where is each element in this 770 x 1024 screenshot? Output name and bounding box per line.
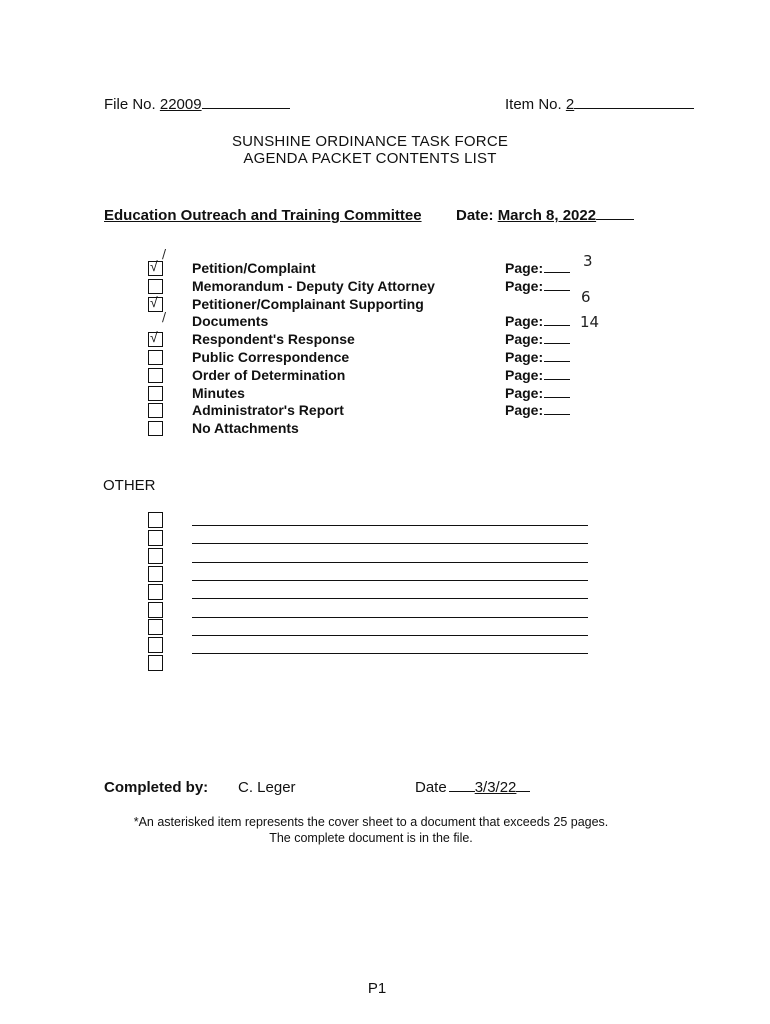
file-number-underline [202,96,290,109]
handwritten-page-number: 6 [581,288,591,306]
other-entry-line-4[interactable] [192,598,588,599]
page-field [505,402,570,418]
other-entry-line-6[interactable] [192,635,588,636]
other-checkbox-0[interactable] [148,512,163,528]
item-number-underline [574,96,694,109]
contents-item-label: Respondent's Response [192,331,355,348]
item-number [505,96,694,113]
file-number [104,96,290,113]
page-label: Page: [505,402,544,419]
checkbox-5[interactable] [148,350,163,365]
contents-item-label: Minutes [192,384,245,401]
contents-item-label: Documents [192,313,269,330]
page-label: Page: [505,260,544,276]
checkbox-7[interactable] [148,386,163,401]
other-checkbox-7[interactable] [148,637,163,653]
contents-item-label: Petitioner/Complainant Supporting [192,295,424,312]
page-label: Page: [505,313,544,330]
checkbox-4[interactable] [148,329,163,347]
contents-item-label: No Attachments [192,420,299,437]
page-label: Page: [505,384,544,401]
page-blank [544,368,570,380]
document-title-line-1: SUNSHINE ORDINANCE TASK FORCE [231,133,509,150]
checkbox-9[interactable] [148,421,163,436]
handwritten-page-number: 14 [580,313,600,331]
completed-by-name: C. Leger [238,779,296,796]
page-blank [544,403,570,415]
other-checkbox-5[interactable] [148,602,163,618]
file-number-label: File No. [104,96,156,113]
page-label: Page: [505,277,544,294]
checkbox-1[interactable] [148,279,163,294]
file-number-value: 22009 [159,96,202,113]
other-heading: OTHER [103,477,156,494]
handwritten-tick: / [162,310,167,324]
page-label: Page: [505,349,544,365]
page-field [505,349,570,365]
page-blank [544,386,570,398]
page-field [505,367,570,383]
contents-item-label: Administrator's Report [192,402,344,419]
checkbox-6[interactable] [148,368,163,383]
contents-item-label: Memorandum - Deputy City Attorney [192,277,435,294]
other-checkbox-3[interactable] [148,566,163,582]
page-field [505,385,570,401]
other-checkbox-2[interactable] [148,548,163,564]
other-checkbox-1[interactable] [148,530,163,546]
page-field [505,331,570,347]
document-title-line-2: AGENDA PACKET CONTENTS LIST [243,150,497,167]
contents-item-label: Petition/Complaint [192,260,316,276]
check-mark-icon: √ [150,293,158,310]
meeting-date-underline [596,207,634,220]
other-checkbox-8[interactable] [148,655,163,671]
meeting-date-label: Date: [456,207,494,224]
other-entry-line-2[interactable] [192,562,588,563]
file-note: The complete document is in the file. [269,831,473,845]
checkbox-8[interactable] [148,403,163,418]
item-number-label: Item No. [505,96,562,113]
completed-by-label: Completed by: [104,779,209,796]
completed-date-value: 3/3/22 [474,779,517,796]
check-mark-icon: √ [150,329,158,346]
contents-item-label: Public Correspondence [192,349,350,365]
other-entry-line-7[interactable] [192,653,588,654]
other-checkbox-4[interactable] [148,584,163,600]
page-blank [544,261,570,273]
completed-date-label: Date [415,779,447,796]
page-blank [544,350,570,362]
page-number: P1 [367,980,387,997]
asterisk-note: *An asterisked item represents the cover sheet to a document that exceeds 25 pages. [133,815,609,829]
page-field [505,313,570,329]
item-number-value: 2 [565,96,575,113]
other-entry-line-5[interactable] [192,617,588,618]
completed-date [415,779,530,796]
meeting-date [456,207,634,224]
page-field [505,278,570,294]
other-entry-line-0[interactable] [192,525,588,526]
checkbox-2[interactable] [148,293,163,312]
checkbox-0[interactable] [148,258,163,276]
other-checkbox-6[interactable] [148,619,163,635]
page-blank [544,314,570,326]
meeting-date-value: March 8, 2022 [497,207,597,224]
page-field [505,260,570,276]
handwritten-tick: / [162,247,167,261]
contents-item-label: Order of Determination [192,366,346,383]
page-blank [544,279,570,291]
page-label: Page: [505,331,544,348]
other-entry-line-1[interactable] [192,543,588,544]
other-entry-line-3[interactable] [192,580,588,581]
handwritten-page-number: 3 [583,252,593,270]
committee-name: Education Outreach and Training Committee [104,207,422,224]
page-blank [544,332,570,344]
page-label: Page: [505,366,544,383]
check-mark-icon: √ [150,258,158,274]
